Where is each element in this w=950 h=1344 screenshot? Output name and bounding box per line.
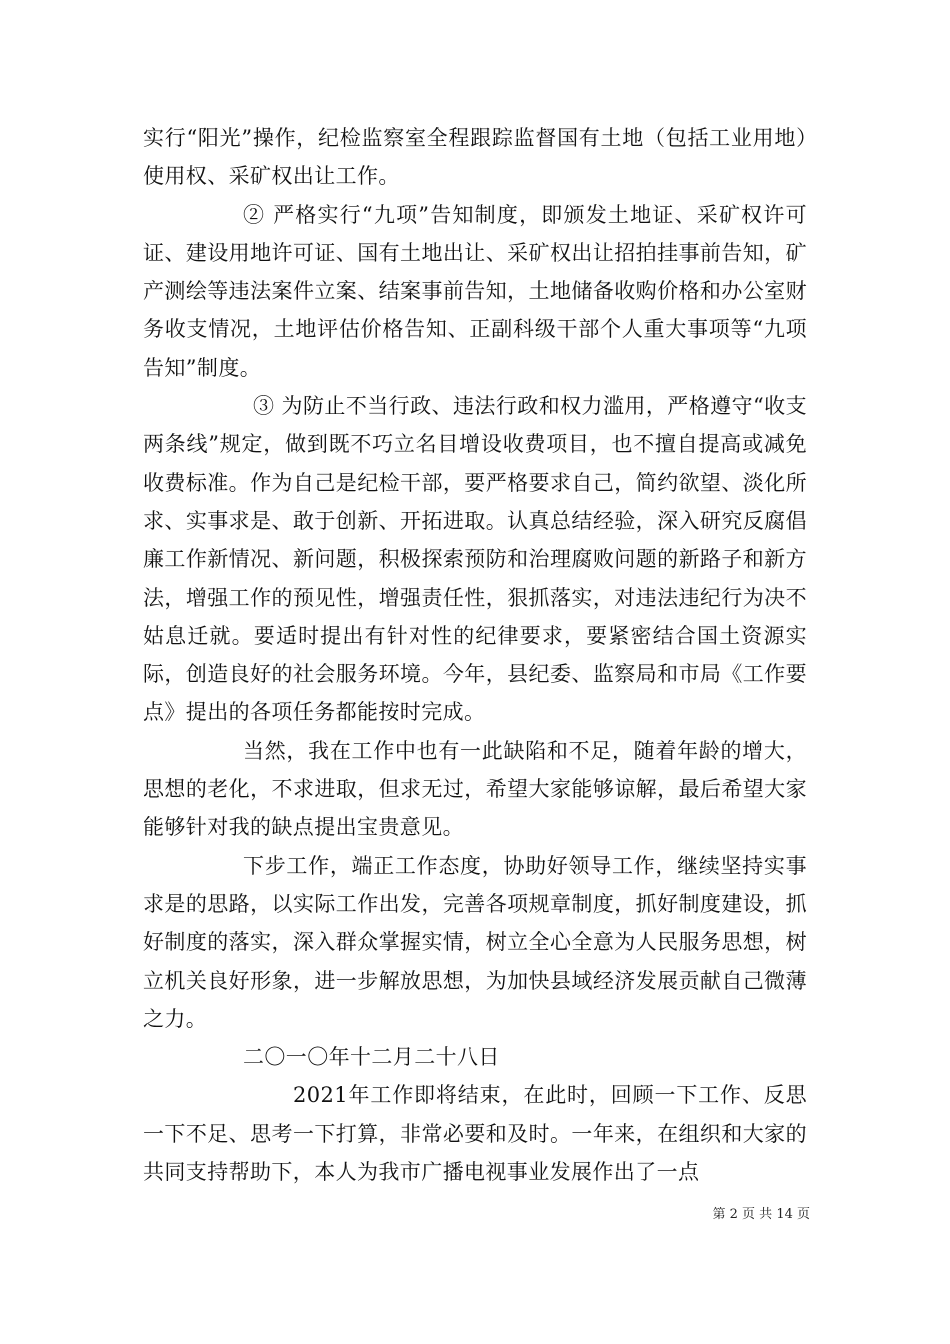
page-number: 第 2 页 共 14 页	[712, 1207, 810, 1222]
document-date: 二〇一〇年十二月二十八日	[243, 1045, 500, 1070]
document-body	[143, 119, 807, 1191]
paragraph-2021-summary: 2021年工作即将结束，在此时，回顾一下工作、反思一下不足、思考一下打算，非常必要和及时。一年来，在组织和大家的共同支持帮助下，本人为我市广播电视事业发展作出了一点	[143, 1083, 807, 1185]
paragraph-next-steps: 下步工作，端正工作态度，协助好领导工作，继续坚持实事求是的思路，以实际工作出发，完善各项规章制度，抓好制度建设，抓好制度的落实，深入群众掌握实情，树立全心全意为人民服务思想，树立机关良好形象，进一步解放思想，为加快县域经济发展贡献自己微薄之力。	[143, 853, 807, 1031]
paragraph-nine-items-notice: ② 严格实行“九项”告知制度，即颁发土地证、采矿权许可证、建设用地许可证、国有土地出让、采矿权出让招拍挂事前告知，矿产测绘等违法案件立案、结案事前告知，土地储备收购价格和办公室财务收支情况，土地评估价格告知、正副科级干部个人重大事项等“九项告知”制度。	[143, 202, 807, 380]
paragraph-shortcomings: 当然，我在工作中也有一此缺陷和不足，随着年龄的增大，思想的老化，不求进取，但求无过，希望大家能够谅解，最后希望大家能够针对我的缺点提出宝贵意见。	[143, 738, 807, 840]
paragraph-sunshine-operation: 实行“阳光”操作，纪检监察室全程跟踪监督国有土地（包括工业用地）使用权、采矿权出让工作。	[143, 126, 807, 189]
paragraph-fee-rules: ③ 为防止不当行政、违法行政和权力滥用，严格遵守“收支两条线”规定，做到既不巧立名目增设收费项目，也不擅自提高或减免收费标准。作为自己是纪检干部，要严格要求自己，简约欲望、淡化所求、实事求是、敢于创新、开拓进取。认真总结经验，深入研究反腐倡廉工作新情况、新问题，积极探索预防和治理腐败问题的新路子和新方法，增强工作的预见性，增强责任性，狠抓落实，对违法违纪行为决不姑息迁就。要适时提出有针对性的纪律要求，要紧密结合国土资源实际，创造良好的社会服务环境。今年，县纪委、监察局和市局《工作要点》提出的各项任务都能按时完成。	[143, 394, 807, 725]
